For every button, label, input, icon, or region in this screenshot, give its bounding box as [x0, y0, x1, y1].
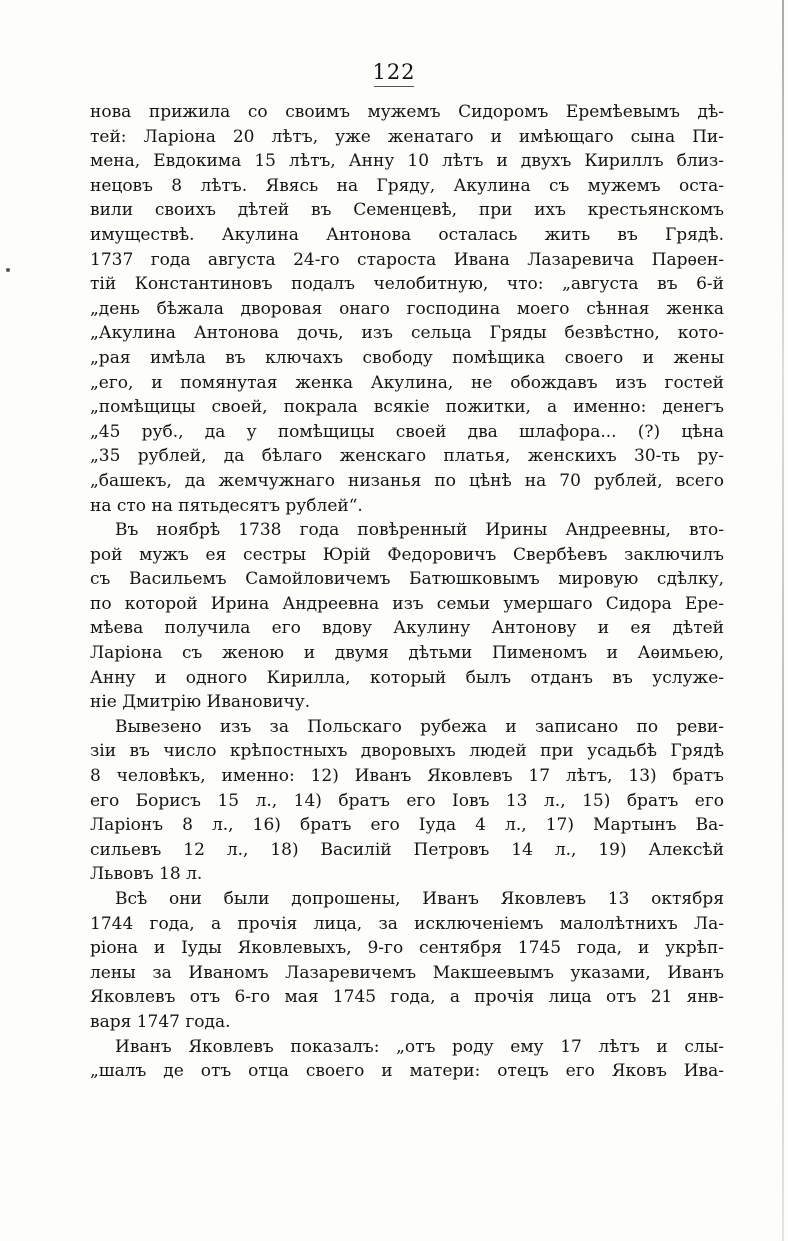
margin-speck: [6, 268, 10, 272]
text-line: варя 1747 года.: [90, 1011, 231, 1032]
text-line: тей: Ларіона 20 лѣтъ, уже женатаго и имѣющаго сына Пи-: [90, 126, 724, 147]
text-line: вили своихъ дѣтей въ Семенцевѣ, при ихъ крестьянскомъ: [90, 200, 724, 221]
text-line: „его, и помянутая женка Акулина, не обождавъ изъ гостей: [90, 372, 724, 393]
text-line: по которой Ирина Андреевна изъ семьи умершаго Сидора Ере-: [90, 593, 724, 614]
text-line: Въ ноябрѣ 1738 года повѣренный Ирины Андреевны, вто-: [115, 520, 724, 541]
body-text: [90, 100, 724, 1084]
text-line: 8 человѣкъ, именно: 12) Иванъ Яковлевъ 17 лѣтъ, 13) братъ: [90, 766, 724, 787]
text-line: „35 рублей, да бѣлаго женскаго платья, женскихъ 30-ть ру-: [90, 446, 724, 467]
text-line: „день бѣжала дворовая онаго господина моего сѣнная женка: [90, 298, 724, 319]
text-line: Всѣ они были допрошены, Иванъ Яковлевъ 13 октября: [115, 889, 724, 909]
text-line: 1744 года, а прочія лица, за исключеніемъ малолѣтнихъ Ла-: [90, 913, 724, 934]
text-line: 1737 года августа 24-го староста Ивана Лазаревича Парѳен-: [90, 249, 724, 270]
text-line: нецовъ 8 лѣтъ. Явясь на Гряду, Акулина съ мужемъ оста-: [90, 175, 724, 196]
text-line: его Борисъ 15 л., 14) братъ его Іовъ 13 л., 15) братъ его: [90, 790, 724, 811]
text-line: ніе Дмитрію Ивановичу.: [90, 692, 311, 713]
text-line: тій Константиновъ подалъ челобитную, что: „августа въ 6-й: [90, 274, 724, 295]
text-line: ріона и Іуды Яковлевыхъ, 9-го сентября 1745 года, и укрѣп-: [90, 938, 724, 959]
text-line: мѣева получила его вдову Акулину Антонову и ея дѣтей: [90, 618, 724, 639]
text-line: Вывезено изъ за Польскаго рубежа и записано по реви-: [115, 716, 724, 737]
text-line: нова прижила со своимъ мужемъ Сидоромъ Еремѣевымъ дѣ-: [90, 102, 724, 122]
text-line: Ларіонъ 8 л., 16) братъ его Іуда 4 л., 17) Мартынъ Ва-: [90, 815, 724, 836]
text-line: зіи въ число крѣпостныхъ дворовыхъ людей при усадьбѣ Грядѣ: [90, 741, 724, 762]
text-line: на сто на пятьдесятъ рублей“.: [90, 495, 363, 516]
text-line: „рая имѣла въ ключахъ свободу помѣщика своего и жены: [90, 347, 724, 368]
page-number-text: 122: [372, 60, 416, 84]
text-line: съ Васильемъ Самойловичемъ Батюшковымъ мировую сдѣлку,: [90, 569, 724, 590]
text-line: мена, Евдокима 15 лѣтъ, Анну 10 лѣтъ и двухъ Кириллъ близ-: [90, 151, 724, 172]
text-line: „башекъ, да жемчужнаго низанья по цѣнѣ на 70 рублей, всего: [90, 470, 724, 491]
text-line: Анну и одного Кирилла, который былъ отданъ въ услуже-: [90, 667, 724, 688]
page-number-underline: [374, 86, 414, 87]
text-line: „Акулина Антонова дочь, изъ сельца Гряды безвѣстно, кото-: [90, 323, 724, 344]
scan-edge-shadow: [782, 0, 784, 1241]
page-number: [0, 60, 788, 87]
text-line: лены за Иваномъ Лазаревичемъ Макшеевымъ указами, Иванъ: [90, 962, 724, 983]
text-line: имуществѣ. Акулина Антонова осталась жить въ Грядѣ.: [90, 224, 724, 245]
text-line: Львовъ 18 л.: [90, 864, 203, 885]
text-line: Иванъ Яковлевъ показалъ: „отъ роду ему 17 лѣтъ и слы-: [115, 1036, 724, 1057]
text-line: „45 руб., да у помѣщицы своей два шлафора... (?) цѣна: [90, 421, 724, 442]
text-line: Ларіона съ женою и двумя дѣтьми Пименомъ и Аѳимьею,: [90, 643, 724, 664]
text-line: рой мужъ ея сестры Юрій Федоровичъ Свербѣевъ заключилъ: [90, 544, 724, 565]
text-line: сильевъ 12 л., 18) Василій Петровъ 14 л., 19) Алексѣй: [90, 839, 724, 860]
text-line: „шалъ де отъ отца своего и матери: отецъ его Яковъ Ива-: [90, 1061, 724, 1082]
text-line: „помѣщицы своей, покрала всякіе пожитки, а именно: денегъ: [90, 397, 724, 418]
text-line: Яковлевъ отъ 6-го мая 1745 года, а прочія лица отъ 21 янв-: [90, 987, 724, 1008]
